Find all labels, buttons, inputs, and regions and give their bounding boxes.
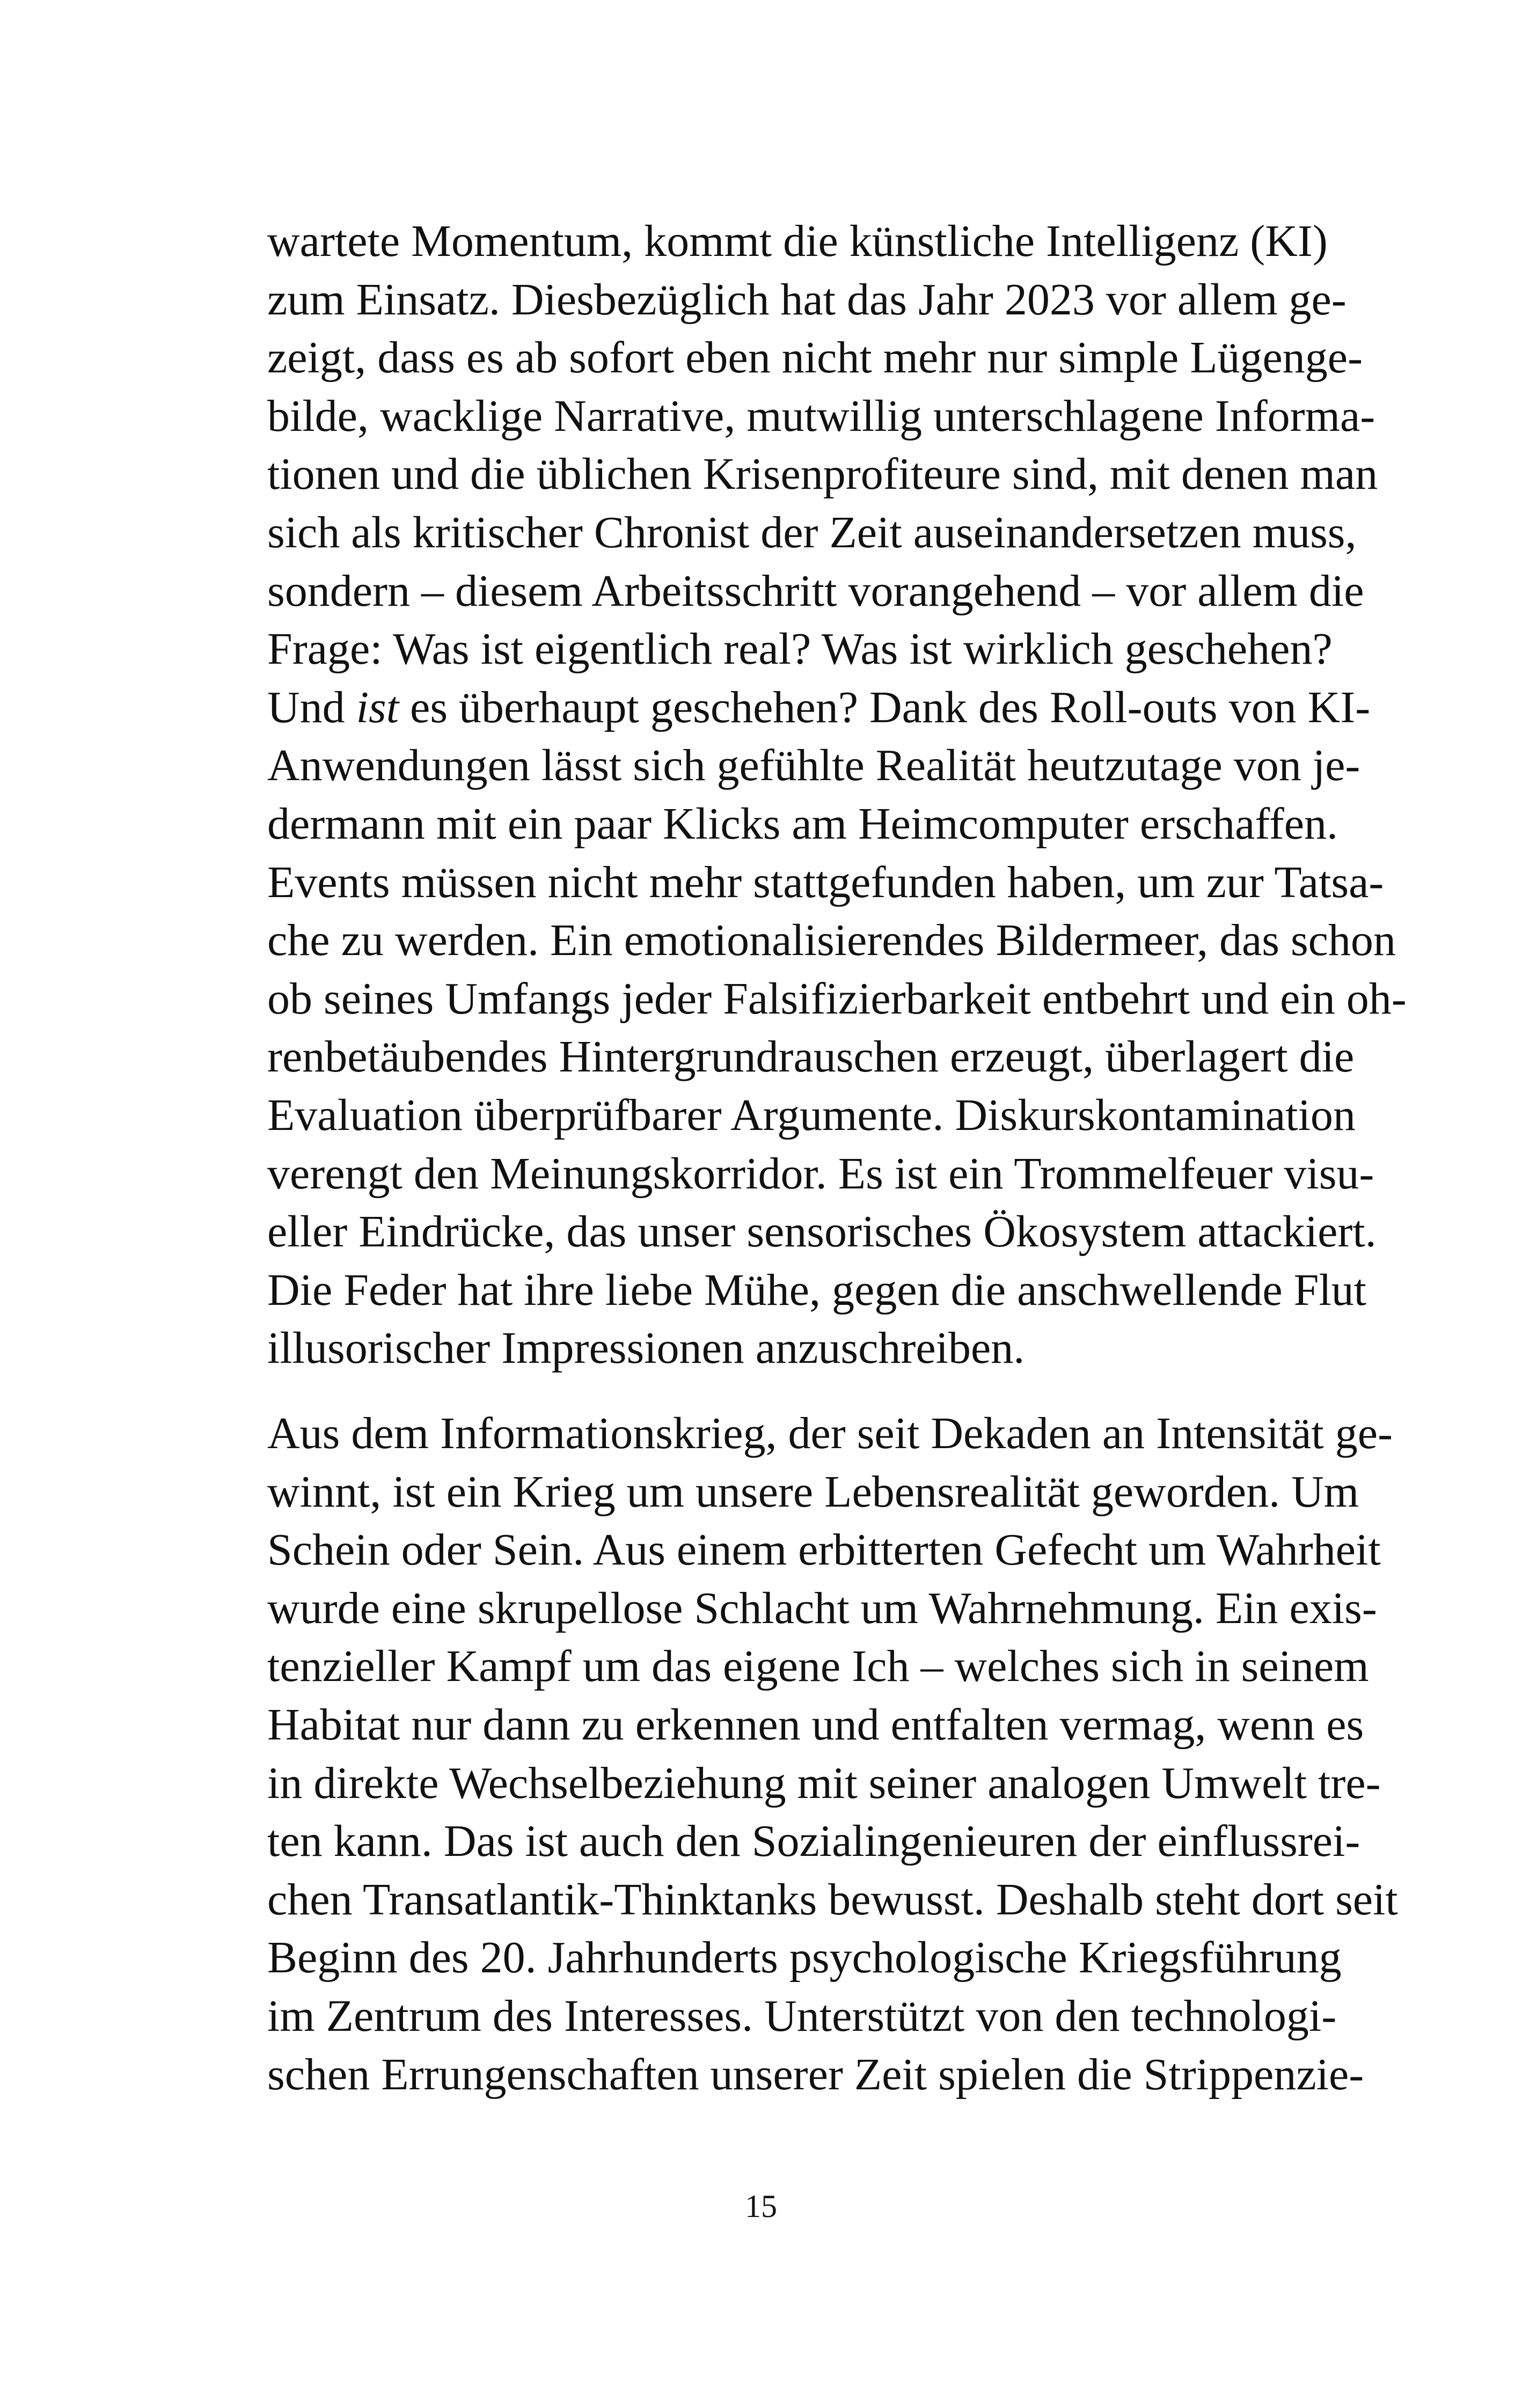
italic-word: ist	[356, 682, 399, 732]
text-line: zum Einsatz. Diesbezüglich hat das Jahr 2023 vor allem ge-	[267, 274, 1347, 325]
text-line: winnt, ist ein Krieg um unsere Lebensrealität geworden. Um	[267, 1466, 1359, 1517]
line-segment: Und	[267, 682, 356, 732]
text-line: verengt den Meinungskorridor. Es ist ein Trommelfeuer visu-	[267, 1148, 1374, 1199]
text-line: illusorischer Impressionen anzuschreiben.	[267, 1323, 1025, 1374]
page-number: 15	[745, 2189, 777, 2224]
text-line: renbetäubendes Hintergrundrauschen erzeugt, überlagert die	[267, 1032, 1355, 1082]
paragraph-1	[267, 212, 1407, 1378]
text-line: che zu werden. Ein emotionalisierendes Bildermeer, das schon	[267, 915, 1396, 966]
text-line: bilde, wacklige Narrative, mutwillig unterschlagene Informa-	[267, 391, 1375, 441]
text-line: Anwendungen lässt sich gefühlte Realität heutzutage von je-	[267, 740, 1360, 791]
text-line: tionen und die üblichen Krisenprofiteure sind, mit denen man	[267, 449, 1378, 500]
text-line: Events müssen nicht mehr stattgefunden haben, um zur Tatsa-	[267, 857, 1384, 907]
text-line: tenzieller Kampf um das eigene Ich – welches sich in seinem	[267, 1641, 1369, 1692]
text-line: Frage: Was ist eigentlich real? Was ist wirklich geschehen?	[267, 624, 1333, 674]
text-line: sich als kritischer Chronist der Zeit auseinandersetzen muss,	[267, 507, 1357, 557]
text-line-with-italic	[267, 679, 1371, 737]
line-segment: es überhaupt geschehen? Dank des Roll-outs von KI-	[399, 682, 1371, 732]
text-line: Evaluation überprüfbarer Argumente. Diskurskontamination	[267, 1090, 1356, 1140]
text-line: ob seines Umfangs jeder Falsifizierbarkeit entbehrt und ein oh-	[267, 973, 1407, 1024]
text-line: ten kann. Das ist auch den Sozialingenieuren der einflussrei-	[267, 1816, 1360, 1867]
text-line: Schein oder Sein. Aus einem erbitterten Gefecht um Wahrheit	[267, 1525, 1381, 1575]
text-line: im Zentrum des Interesses. Unterstützt von den technologi-	[267, 1991, 1337, 2041]
text-line: zeigt, dass es ab sofort eben nicht mehr nur simple Lügenge-	[267, 333, 1363, 383]
text-line: eller Eindrücke, das unser sensorisches Ökosystem attackiert.	[267, 1207, 1377, 1257]
paragraph-2	[267, 1405, 1398, 2104]
text-line: Habitat nur dann zu erkennen und entfalten vermag, wenn es	[267, 1699, 1364, 1750]
text-line: sondern – diesem Arbeitsschritt vorangehend – vor allem die	[267, 566, 1364, 616]
text-line: Die Feder hat ihre liebe Mühe, gegen die anschwellende Flut	[267, 1265, 1366, 1315]
text-line: chen Transatlantik-Thinktanks bewusst. Deshalb steht dort seit	[267, 1874, 1398, 1925]
text-line: Aus dem Informationskrieg, der seit Dekaden an Intensität ge-	[267, 1408, 1393, 1458]
text-line: schen Errungenschaften unserer Zeit spielen die Strippenzie-	[267, 2049, 1364, 2099]
text-line: wurde eine skrupellose Schlacht um Wahrnehmung. Ein exis-	[267, 1583, 1377, 1633]
text-line: Beginn des 20. Jahrhunderts psychologische Kriegsführung	[267, 1933, 1342, 1983]
text-line: in direkte Wechselbeziehung mit seiner analogen Umwelt tre-	[267, 1758, 1381, 1808]
text-line: dermann mit ein paar Klicks am Heimcomputer erschaffen.	[267, 798, 1338, 849]
text-line: wartete Momentum, kommt die künstliche Intelligenz (KI)	[267, 216, 1328, 266]
